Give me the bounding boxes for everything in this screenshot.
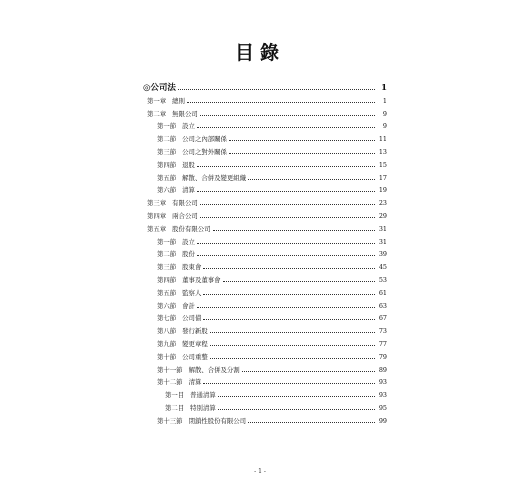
toc-entry[interactable] bbox=[143, 361, 387, 374]
toc-entry-number: 第二節 bbox=[157, 250, 177, 259]
dot-leader bbox=[210, 332, 375, 333]
toc-entry-page: 73 bbox=[378, 327, 387, 336]
toc-entry-number: 第一節 bbox=[157, 122, 177, 131]
toc-entry-label: 無限公司 bbox=[172, 109, 198, 118]
toc-entry-label: 總則 bbox=[172, 96, 185, 105]
toc-entry-label: 公司之內部關係 bbox=[182, 135, 227, 144]
toc-entry-label: 股份 bbox=[182, 250, 195, 259]
toc-entry[interactable] bbox=[143, 118, 387, 131]
dot-leader bbox=[197, 255, 375, 256]
toc-entry[interactable] bbox=[143, 335, 387, 348]
dot-leader bbox=[203, 383, 375, 384]
toc-entry-label: 公司之對外關係 bbox=[182, 147, 227, 156]
toc-entry-page: 39 bbox=[378, 250, 387, 259]
toc-entry-number: 第二章 bbox=[147, 109, 167, 118]
toc-entry-label: 變更章程 bbox=[182, 339, 208, 348]
toc-entry-number: 第二節 bbox=[157, 135, 177, 144]
toc-entry-number: 第一章 bbox=[147, 96, 167, 105]
toc-entry-number: 第十節 bbox=[157, 352, 177, 361]
page-title: 目錄 bbox=[234, 42, 285, 64]
dot-leader bbox=[210, 358, 375, 359]
toc-entry-page: 19 bbox=[378, 186, 387, 195]
toc-entry-number: 第八節 bbox=[157, 327, 177, 336]
dot-leader bbox=[242, 371, 375, 372]
toc-entry-page: 15 bbox=[378, 160, 387, 169]
toc-entry-label: 監察人 bbox=[182, 288, 202, 297]
toc-entry-number: 第四節 bbox=[157, 275, 177, 284]
toc-entry-page: 89 bbox=[378, 365, 387, 374]
toc-entry-label: 發行新股 bbox=[182, 327, 208, 336]
toc-entry-page: 17 bbox=[378, 173, 387, 182]
toc-entry-page: 93 bbox=[378, 391, 387, 400]
dot-leader bbox=[200, 115, 375, 116]
dot-leader bbox=[197, 307, 375, 308]
toc-entry-number: 第二目 bbox=[165, 403, 185, 412]
toc-entry-page: 63 bbox=[378, 301, 387, 310]
dot-leader bbox=[248, 422, 375, 423]
toc-entry-number: 第十三節 bbox=[157, 416, 183, 425]
toc-entry[interactable] bbox=[143, 105, 387, 118]
toc-entry-label: 兩合公司 bbox=[172, 211, 198, 220]
toc-entry-number: 第三節 bbox=[157, 263, 177, 272]
toc-entry[interactable] bbox=[143, 412, 387, 425]
page-number: - 1 - bbox=[254, 468, 266, 475]
toc-entry-page: 9 bbox=[382, 122, 387, 131]
toc-entry-page: 1 bbox=[382, 96, 387, 105]
table-of-contents bbox=[143, 74, 387, 425]
toc-entry[interactable] bbox=[143, 310, 387, 323]
dot-leader bbox=[203, 294, 375, 295]
toc-entry-page: 11 bbox=[378, 135, 387, 144]
toc-entry-number: 第三節 bbox=[157, 147, 177, 156]
toc-entry-label: 退股 bbox=[182, 160, 195, 169]
toc-entry-page: 13 bbox=[378, 147, 387, 156]
dot-leader bbox=[197, 127, 375, 128]
dot-leader bbox=[197, 191, 375, 192]
toc-entry-page: 77 bbox=[378, 339, 387, 348]
dot-leader bbox=[200, 204, 375, 205]
toc-entry-label: 解散、合併及變更組織 bbox=[182, 173, 247, 182]
toc-entry[interactable] bbox=[143, 399, 387, 412]
toc-entry[interactable] bbox=[143, 130, 387, 143]
toc-entry[interactable] bbox=[143, 386, 387, 399]
dot-leader bbox=[218, 409, 375, 410]
toc-entry-page: 45 bbox=[378, 263, 387, 272]
toc-entry-label: 公司債 bbox=[182, 314, 202, 323]
toc-entry-page: 53 bbox=[378, 275, 387, 284]
toc-entry[interactable] bbox=[143, 297, 387, 310]
toc-entry[interactable] bbox=[143, 220, 387, 233]
toc-entry-page: 29 bbox=[378, 211, 387, 220]
toc-entry-label: 閉鎖性股份有限公司 bbox=[188, 416, 247, 425]
toc-entry-number: 第六節 bbox=[157, 186, 177, 195]
toc-entry-page: 79 bbox=[378, 352, 387, 361]
toc-entry-label: 會計 bbox=[182, 301, 195, 310]
toc-entry-page: 31 bbox=[378, 237, 387, 246]
toc-entry-page: 99 bbox=[378, 416, 387, 425]
toc-entry[interactable] bbox=[143, 74, 387, 92]
toc-entry[interactable] bbox=[143, 207, 387, 220]
toc-entry-page: 95 bbox=[378, 403, 387, 412]
toc-entry-number: 第四節 bbox=[157, 160, 177, 169]
dot-leader bbox=[210, 345, 375, 346]
toc-entry-number: 第五章 bbox=[147, 224, 167, 233]
toc-entry-label: 設立 bbox=[182, 122, 195, 131]
toc-entry-number: 第三章 bbox=[147, 199, 167, 208]
toc-entry-page: 93 bbox=[378, 378, 387, 387]
dot-leader bbox=[218, 396, 375, 397]
toc-entry-number: 第九節 bbox=[157, 339, 177, 348]
toc-entry[interactable] bbox=[143, 348, 387, 361]
dot-leader bbox=[203, 268, 375, 269]
toc-entry[interactable] bbox=[143, 169, 387, 182]
toc-entry-label: 清算 bbox=[188, 378, 202, 387]
toc-entry[interactable] bbox=[143, 182, 387, 195]
toc-entry-number: 第五節 bbox=[157, 173, 177, 182]
toc-entry[interactable] bbox=[143, 284, 387, 297]
toc-entry-label: 特別清算 bbox=[190, 403, 216, 412]
toc-entry-page: 67 bbox=[378, 314, 387, 323]
toc-entry-page: 23 bbox=[378, 199, 387, 208]
toc-entry-number: 第四章 bbox=[147, 211, 167, 220]
dot-leader bbox=[223, 281, 375, 282]
toc-entry-number: 第五節 bbox=[157, 288, 177, 297]
toc-entry-number: 第六節 bbox=[157, 301, 177, 310]
toc-entry-number: 第七節 bbox=[157, 314, 177, 323]
toc-entry-page: 1 bbox=[381, 83, 387, 93]
toc-entry[interactable] bbox=[143, 258, 387, 271]
dot-leader bbox=[229, 140, 375, 141]
toc-entry-label: 解散、合併及分割 bbox=[188, 365, 240, 374]
toc-entry-label: 清算 bbox=[182, 186, 195, 195]
toc-entry-label: 普通清算 bbox=[190, 391, 216, 400]
dot-leader bbox=[178, 89, 375, 90]
toc-entry[interactable] bbox=[143, 271, 387, 284]
toc-entry[interactable] bbox=[143, 92, 387, 105]
dot-leader bbox=[248, 179, 375, 180]
toc-entry-label: 公司重整 bbox=[182, 352, 208, 361]
toc-entry-number: 第十一節 bbox=[157, 365, 183, 374]
toc-entry-number: ◎公司法 bbox=[143, 83, 176, 93]
toc-entry-page: 31 bbox=[378, 224, 387, 233]
toc-entry-number: 第十二節 bbox=[157, 378, 183, 387]
toc-entry-label: 董事及董事會 bbox=[182, 275, 221, 284]
toc-entry[interactable] bbox=[143, 156, 387, 169]
toc-entry[interactable] bbox=[143, 246, 387, 259]
dot-leader bbox=[197, 243, 375, 244]
toc-entry[interactable] bbox=[143, 374, 387, 387]
toc-entry-number: 第一目 bbox=[165, 391, 185, 400]
toc-entry-label: 有限公司 bbox=[172, 199, 198, 208]
toc-entry[interactable] bbox=[143, 322, 387, 335]
dot-leader bbox=[229, 153, 375, 154]
toc-entry-page: 9 bbox=[382, 109, 387, 118]
toc-entry[interactable] bbox=[143, 194, 387, 207]
dot-leader bbox=[203, 319, 375, 320]
toc-entry-label: 設立 bbox=[182, 237, 195, 246]
toc-entry[interactable] bbox=[143, 143, 387, 156]
dot-leader bbox=[197, 166, 375, 167]
toc-entry[interactable] bbox=[143, 233, 387, 246]
toc-entry-number: 第一節 bbox=[157, 237, 177, 246]
toc-entry-label: 股東會 bbox=[182, 263, 202, 272]
dot-leader bbox=[213, 230, 375, 231]
dot-leader bbox=[200, 217, 375, 218]
dot-leader bbox=[187, 102, 375, 103]
toc-entry-page: 61 bbox=[378, 288, 387, 297]
toc-entry-label: 股份有限公司 bbox=[172, 224, 211, 233]
